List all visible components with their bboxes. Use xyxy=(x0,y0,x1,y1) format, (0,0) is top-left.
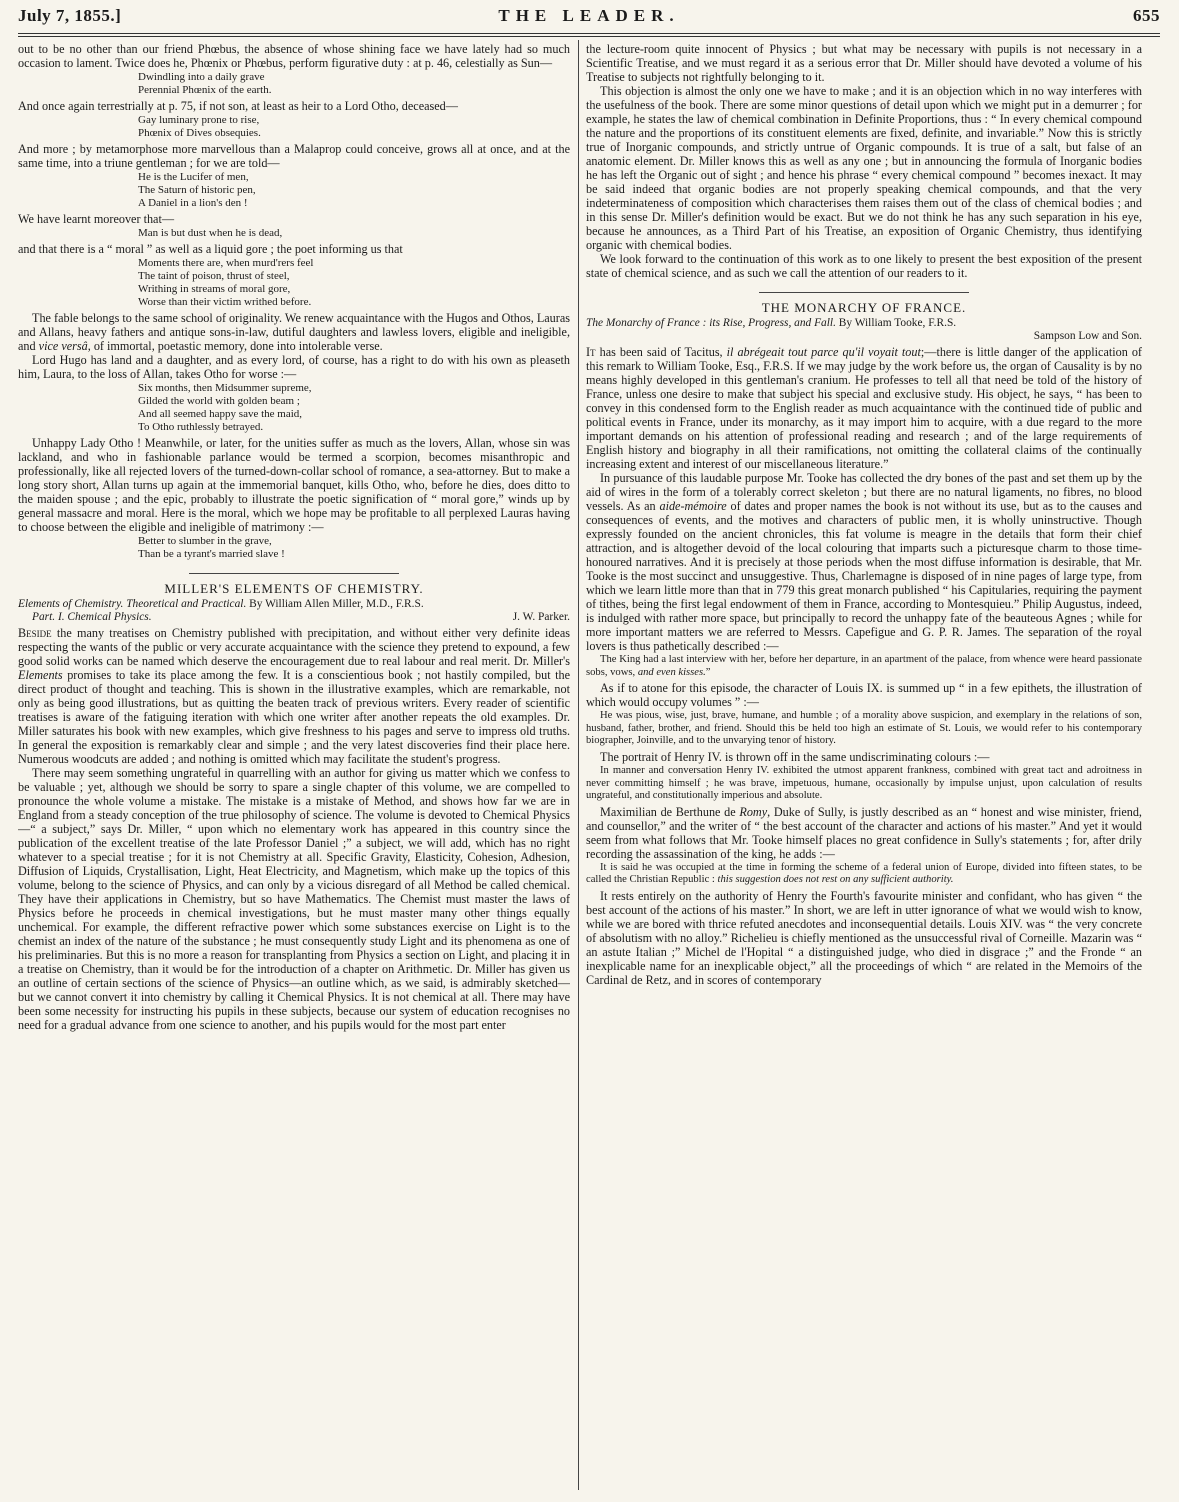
paragraph: As if to atone for this episode, the character of Louis IX. is summed up “ in a few epithets, the illustration of which would occupy volumes ” :— xyxy=(586,681,1142,710)
verse-block xyxy=(138,257,570,309)
verse-line: The taint of poison, thrust of steel, xyxy=(138,270,290,282)
book-citation: Elements of Chemistry. Theoretical and Practical. By William Allen Miller, M.D., F.R.S. Part. I. Chemical Physics. J. W. Parker. xyxy=(18,598,570,623)
verse-block xyxy=(138,382,570,434)
paragraph: The portrait of Henry IV. is thrown off in the same undiscriminating colours :— xyxy=(600,749,990,764)
verse-block xyxy=(138,227,570,240)
paragraph: This objection is almost the only one we have to make ; and it is an objection which in no way interferes with the usefulness of the book. There are some minor questions of detail upon which we might put in a demurrer ; for example, he states the law of chemical combination in Definite Proportions, thus : “ In every chemical compound the nature and the proportions of its constituent elements are fixed, definite, and invariable.” Now this is strictly true of Inorganic compounds, and strictly untrue of Organic compounds. It is true of a salt, but false of an anatomic element. Dr. Miller knows this as well as any one ; but in announcing the formula of Inorganic bodies he has left the Organic out of sight ; and hence his phrase “ every chemical compound ” becomes inexact. It may be said indeed that organic bodies are not properly speaking chemical compounds, and that the very indeterminateness of composition which characterises them raises them out of the class of chemical bodies ; and in this sense Dr. Miller's definition would be exact. But we do not think he has any such separation in his eye, because he announces, as a Third Part of his Treatise, an exposition of Organic Chemistry, thus identifying organic with chemical bodies. xyxy=(586,84,1142,252)
newspaper-title: THE LEADER. xyxy=(498,6,680,25)
verse-line: Writhing in streams of moral gore, xyxy=(138,283,291,295)
paragraph: In pursuance of this laudable purpose Mr. Tooke has collected the dry bones of the past and set them up by the aid of wires in the form of a tolerably correct skeleton ; but there are no natural ligaments, no fibres, no blood vessels. As an aide-mémoire of dates and proper names the book is not without its use, but as to the causes and consequences of events, and the motives and characters of public men, it is wholly uninstructive. Though expressly founded on the ancient chronicles, this fat volume is meagre in the details that form their chief attraction, and is altogether devoid of the local colouring that imparts such a picturesque charm to those time-honoured narratives. And it is precisely at those periods when the most diffuse information is desirable, that Mr. Tooke is the most succinct and unsuggestive. Thus, Charlemagne is disposed of in nine pages of large type, from which we learn little more than that in 779 this great monarch published “ his Capitularies, requiring the payment of tithes, being the first legal endowment of them in France, according to Montesquieu.” Philip Augustus, indeed, is indulged with rather more space, but principally to record the unhappy fate of the beauteous Agnes ; while for more important matters we are referred to Messrs. Capefigue and G. P. R. James. The separation of the royal lovers is thus pathetically described :— xyxy=(586,471,1142,653)
paragraph: Unhappy Lady Otho ! Meanwhile, or later, for the unities suffer as much as the lovers, Allan, whose sin was lackland, and who in fashionable parlance would be termed a scorpion, becomes misanthropic and professionally, like all rejected lovers of the turned-down-collar school of romance, a sea-attorney. But to make a long story short, Allan turns up again at the immemorial banquet, kills Otho, who, before he dies, does ditto to the maiden spouse ; and the epic, probably to illustrate the poetic signification of “ moral gore,” winds up by general massacre and moral. Here is the moral, which we hope may be profitable to all perplexed Lauras having to choose between the eligible and ineligible of matrimony :— xyxy=(18,436,570,534)
verse-line: And all seemed happy save the maid, xyxy=(138,408,303,420)
verse-line: Moments there are, when murd'rers feel xyxy=(138,257,314,269)
paragraph: And more ; by metamorphose more marvellous than a Malaprop could conceive, grows all at once, and at the same time, into a triune gentleman ; for we are told— xyxy=(18,142,570,170)
block-quote: The King had a last interview with her, before her departure, in an apartment of the palace, from whence were heard passionate sobs, vows, and even kisses.” xyxy=(586,654,1142,678)
block-quote: He was pious, wise, just, brave, humane, and humble ; of a morality above suspicion, and exemplary in the relations of son, husband, father, brother, and friend. Should this be held too high an estimate of St. Louis, we would refer to his contemporary biographer, Joinville, and to the unvarying tenor of history. xyxy=(586,710,1142,747)
paragraph: The fable belongs to the same school of originality. We renew acquaintance with the Hugos and Othos, Lauras and Allans, heavy fathers and antique sons-in-law, dutiful daughters and lawless lovers, eligible and ineligible, and vice versâ, of immortal, poetastic memory, done into intolerable verse. xyxy=(18,311,570,353)
section-rule xyxy=(189,573,399,574)
verse-block xyxy=(138,114,570,140)
paragraph: There may seem something ungrateful in quarrelling with an author for giving us matter which we confess to be valuable ; yet, although we should be sorry to spare a single chapter of this volume, we are compelled to pronounce the whole volume a mistake. The mistake is a mistake of Method, and shows how far we are in England from a steady conception of the true philosophy of science. The volume is devoted to Chemical Physics—“ a subject,” says Dr. Miller, “ upon which no elementary work has appeared in this country since the publication of the excellent treatise of the late Professor Daniel ;” a subject, we will add, which has no right whatever to a special treatise ; for it is not Chemistry at all. Specific Gravity, Elasticity, Cohesion, Adhesion, Diffusion of Liquids, Crystallisation, Light, Heat Electricity, and Magnetism, which make up the topics of this volume, belong to the science of Physics, and can only by a vicious disregard of all Method be called chemical. They have their applications in Chemistry, but so have Mathematics. The Chemist must master the laws of Physics before he proceeds in chemical investigations, but he must master many other things equally unchemical. For example, the different refractive power which some substances exercise on Light is to the chemist an index of the nature of the substance ; he must consequently study Light and its phenomena as one of his preliminaries. But this is no more a reason for transplanting from Physics a section on Light, and placing it in a treatise on Chemistry, than it would be for the introduction of a chapter on Arithmetic. Dr. Miller has given us an outline of certain sections of the science of Physics—an outline which, as we said, is admirably sketched—but we cannot convert it into chemistry by calling it Chemical Physics. It is not chemical at all. There may have been some necessity for instructing his pupils in these subjects, because our system of education recognises no need for a gradual advance from one science to another, and his pupils would for the most part enter xyxy=(18,766,570,1032)
verse-line: Perennial Phœnix of the earth. xyxy=(138,84,272,96)
verse-line: Dwindling into a daily grave xyxy=(138,71,265,83)
right-column xyxy=(586,42,1142,1494)
paragraph: and that there is a “ moral ” as well as a liquid gore ; the poet informing us that xyxy=(18,242,403,256)
paragraph: We look forward to the continuation of this work as to one likely to present the best exposition of the present state of chemical science, and as such we call the attention of our readers to it. xyxy=(586,252,1142,280)
verse-line: He is the Lucifer of men, xyxy=(138,171,249,183)
paragraph: We have learnt moreover that— xyxy=(18,212,175,226)
column-divider xyxy=(578,40,579,1490)
section-rule xyxy=(759,292,969,293)
paragraph: Beside the many treatises on Chemistry published with precipitation, and without either very definite ideas respecting the wants of the public or very accurate acquaintance with the science they pretend to expound, a few good solid works can be named which deserve the encouragement due to real labour and real merit. Dr. Miller's Elements promises to take its place among the few. It is a conscientious book ; not hastily compiled, but the direct product of thought and teaching. This is shown in the illustrative examples, which are remarkable, not only as being good illustrations, but as quitting the beaten track of previous writers. Every reader of scientific treatises is aware of the fatiguing iteration with which one writer after another repeats the old examples. Dr. Miller saturates his book with new examples, which give freshness to his pages and serve to impress old truths. In general the exposition is remarkably clear and simple ; and the very latest discoveries find their place here. Numerous woodcuts are added ; and nothing is omitted which may facilitate the student's progress. xyxy=(18,626,570,766)
verse-line: To Otho ruthlessly betrayed. xyxy=(138,421,264,433)
block-quote: It is said he was occupied at the time in forming the scheme of a federal union of Europe, divided into fifteen states, to be called the Christian Republic : this suggestion does not rest on any sufficient authority. xyxy=(586,861,1142,886)
verse-block xyxy=(138,171,570,210)
verse-line: A Daniel in a lion's den ! xyxy=(138,197,248,209)
verse-line: Than be a tyrant's married slave ! xyxy=(138,548,285,560)
verse-line: The Saturn of historic pen, xyxy=(138,184,256,196)
masthead-rule xyxy=(18,33,1160,34)
article-title-monarchy: THE MONARCHY OF FRANCE. xyxy=(761,300,967,315)
verse-line: Phœnix of Dives obsequies. xyxy=(138,127,261,139)
book-citation: The Monarchy of France : its Rise, Progress, and Fall. By William Tooke, F.R.S. Sampson Low and Son. xyxy=(586,317,1142,342)
verse-line: Gilded the world with golden beam ; xyxy=(138,395,300,407)
paragraph: Lord Hugo has land and a daughter, and as every lord, of course, has a right to do with his own as pleaseth him, Laura, to the loss of Allan, takes Otho for worse :— xyxy=(18,353,570,381)
paragraph: And once again terrestrially at p. 75, if not son, at least as heir to a Lord Otho, deceased— xyxy=(18,99,458,113)
paragraph: It rests entirely on the authority of Henry the Fourth's favourite minister and confidant, who has given “ the best account of the actions of his master.” In short, we are left in utter ignorance of what we would wish to know, while we are bored with thrice refuted anecdotes and inconsequential details. Louis XIV. was “ the very concrete of absolutism with no alloy.” Richelieu is chiefly mentioned as the unsuccessful rival of Corneille. Mazarin was “ an astute Italian ;” Michel de l'Hopital “ a distinguished judge, who died in disgrace ;” and the Fronde “ an inexplicable name for an inexplicable object,” all the proceedings of which “ are related in the Memoirs of the Cardinal de Retz, and in scores of contemporary xyxy=(586,888,1142,987)
paragraph: the lecture-room quite innocent of Physics ; but what may be necessary with pupils is not necessary in a Scientific Treatise, and we must regard it as a serious error that Dr. Miller should have devoted a volume of his Treatise to subjects not rightfully belonging to it. xyxy=(586,42,1142,84)
verse-line: Six months, then Midsummer supreme, xyxy=(138,382,312,394)
verse-block xyxy=(138,535,570,561)
paragraph: Maximilian de Berthune de Romy, Duke of Sully, is justly described as an “ honest and wise minister, friend, and counsellor,” and the writer of “ the best account of the character and actions of his master.” And yet it would seem from what follows that Mr. Tooke himself places no great confidence in Sully's statements ; for, after drily recording the assassination of the king, he adds :— xyxy=(586,804,1142,861)
left-column xyxy=(18,42,570,1494)
masthead xyxy=(18,6,1160,32)
verse-line: Worse than their victim writhed before. xyxy=(138,296,312,308)
page-number: 655 xyxy=(1133,6,1160,25)
block-quote: In manner and conversation Henry IV. exhibited the utmost apparent frankness, combined with great tact and adroitness in never committing himself ; he was brave, impetuous, humane, occasionally by impulse unjust, upon calculation of results ungrateful, and constitutionally imperious and absolute. xyxy=(586,764,1142,802)
verse-block xyxy=(138,71,570,97)
masthead-rule-double xyxy=(18,36,1160,37)
paragraph: out to be no other than our friend Phœbus, the absence of whose shining face we have lately had so much occasion to lament. Twice does he, Phœnix or Phœbus, perform figurative duty : at p. 46, celestially as Sun— xyxy=(18,42,570,70)
article-title-miller: MILLER'S ELEMENTS OF CHEMISTRY. xyxy=(164,581,424,596)
verse-line: Better to slumber in the grave, xyxy=(138,535,272,547)
verse-line: Gay luminary prone to rise, xyxy=(138,114,260,126)
paragraph: It has been said of Tacitus, il abrégeait tout parce qu'il voyait tout;—there is little danger of the application of this remark to William Tooke, Esq., F.R.S. If we may judge by the work before us, the organ of Causality is by no means highly developed in this gentleman's cranium. He professes to tell all that need be told of the history of France, unless one desire to make that subject his special and exclusive study. His object, he says, “ has been to convey in this condensed form to the English reader as much acquaintance with the continued tide of public and political events in France, under its monarchy, as it may import him to acquire, with a due regard to the more important demands on his attention of professional reading and research ; and of the large requirements of English history and biography in all their ramifications, not omitting the collateral claims of the continually increasing extent and interest of our miscellaneous literature.” xyxy=(586,345,1142,471)
issue-date: July 7, 1855.] xyxy=(18,6,122,25)
verse-line: Man is but dust when he is dead, xyxy=(138,227,283,239)
